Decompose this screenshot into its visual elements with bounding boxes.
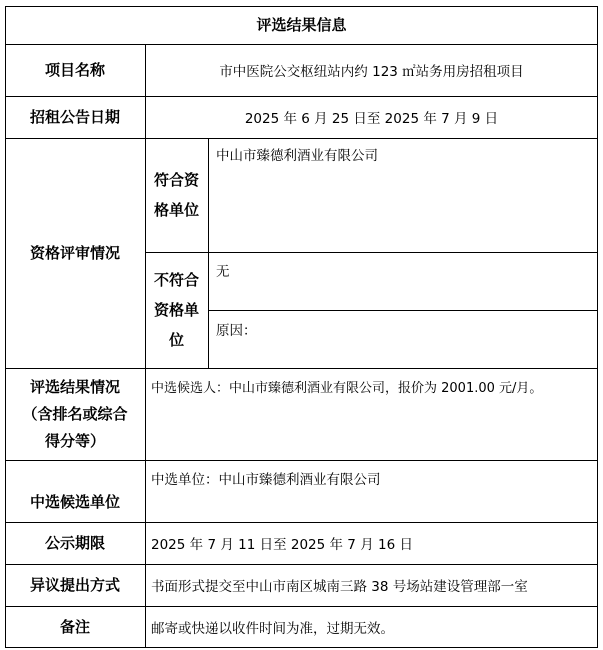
table-title: 评选结果信息 xyxy=(256,16,347,34)
result-label xyxy=(5,368,145,460)
qualification-label: 资格评审情况 xyxy=(29,244,120,262)
result-label-line: 评选结果情况 xyxy=(29,377,120,396)
publicity-value: 2025 年 7 月 11 日至 2025 年 7 月 16 日 xyxy=(151,537,413,553)
objection-value: 书面形式提交至中山市南区城南三路 38 号场站建设管理部一室 xyxy=(151,579,528,595)
unqualified-label-line: 资格单 xyxy=(153,301,199,319)
qualified-value: 中山市臻德利酒业有限公司 xyxy=(216,148,378,164)
winner-label: 中选候选单位 xyxy=(29,493,120,511)
remark-value: 邮寄或快递以收件时间为准，过期无效。 xyxy=(151,621,394,637)
qualified-label xyxy=(145,138,208,252)
qualified-label-line: 格单位 xyxy=(153,201,199,219)
project-name-value: 市中医院公交枢纽站内约 123 ㎡站务用房招租项目 xyxy=(219,64,524,80)
announce-date-value: 2025 年 6 月 25 日至 2025 年 7 月 9 日 xyxy=(244,111,499,127)
result-value: 中选候选人：中山市臻德利酒业有限公司，报价为 2001.00 元/月。 xyxy=(151,381,543,396)
remark-label: 备注 xyxy=(59,618,90,636)
reason-value: 原因： xyxy=(216,323,257,339)
unqualified-label-line: 位 xyxy=(168,331,184,349)
unqualified-label-line: 不符合 xyxy=(153,271,199,289)
publicity-label: 公示期限 xyxy=(44,534,105,552)
announce-date-label: 招租公告日期 xyxy=(29,108,120,126)
objection-label: 异议提出方式 xyxy=(29,576,120,594)
project-name-label: 项目名称 xyxy=(44,61,105,79)
qualified-label-line: 符合资 xyxy=(153,171,199,189)
result-label-line: 得分等） xyxy=(44,431,105,450)
unqualified-value: 无 xyxy=(216,264,230,280)
winner-value: 中选单位：中山市臻德利酒业有限公司 xyxy=(151,472,381,488)
result-label-line: （含排名或综合 xyxy=(22,404,128,423)
unqualified-label xyxy=(145,252,208,368)
